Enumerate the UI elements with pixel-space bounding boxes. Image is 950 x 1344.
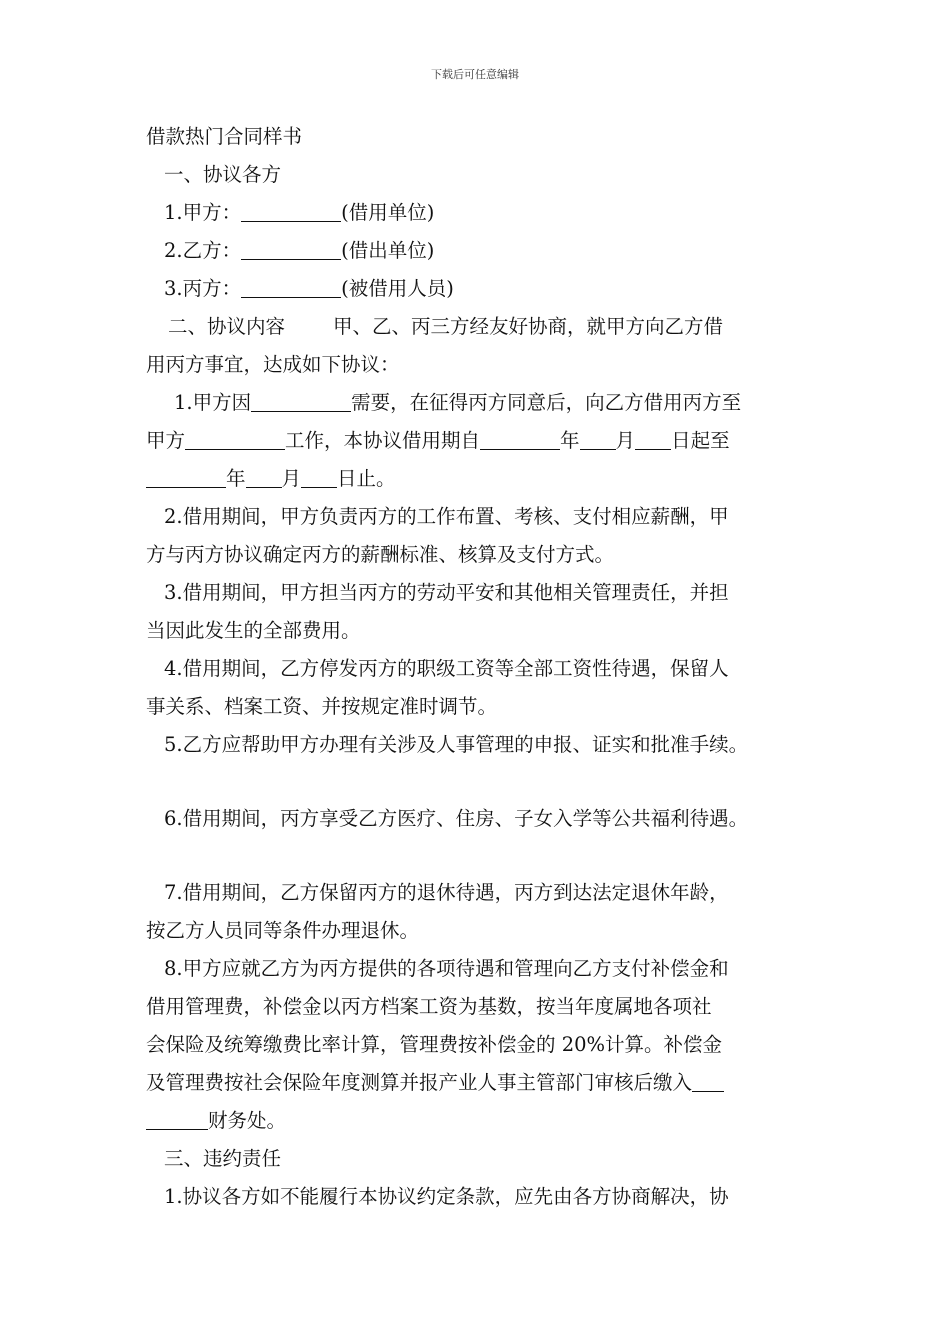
party-b-line xyxy=(146,232,826,270)
clause-6: 6.借用期间，丙方享受乙方医疗、住房、子女入学等公共福利待遇。 xyxy=(164,807,749,830)
clause-1-text: 甲方 xyxy=(146,429,186,452)
clause-3-line-2: 当因此发生的全部费用。 xyxy=(146,619,361,642)
clause-1-text: 1.甲方因 xyxy=(174,391,252,414)
content-intro-cont: 用丙方事宜，达成如下协议： xyxy=(146,353,400,376)
section-heading-liability: 三、违约责任 xyxy=(164,1147,282,1170)
clause-1-line-1 xyxy=(146,384,826,422)
end-day-blank xyxy=(301,467,337,488)
clause-1-text: 工作，本协议借用期自 xyxy=(285,429,481,452)
clause-1-text: 月 xyxy=(615,429,636,452)
clause-1-line-2 xyxy=(146,422,826,460)
clause-8-line-4 xyxy=(146,1064,826,1102)
start-month-blank xyxy=(580,429,616,450)
clause-1-text: 日止。 xyxy=(337,467,396,490)
section-heading-parties: 一、协议各方 xyxy=(164,163,282,186)
clause-2-line-1: 2.借用期间，甲方负责丙方的工作布置、考核、支付相应薪酬，甲 xyxy=(164,505,729,528)
payee-blank-part2 xyxy=(146,1109,208,1130)
clause-8-line-1: 8.甲方应就乙方为丙方提供的各项待遇和管理向乙方支付补偿金和 xyxy=(164,957,729,980)
clause-1-text: 需要，在征得丙方同意后，向乙方借用丙方至 xyxy=(351,391,742,414)
clause-2-line-2: 方与丙方协议确定丙方的薪酬标准、核算及支付方式。 xyxy=(146,543,615,566)
document-body xyxy=(146,118,826,1216)
start-year-blank xyxy=(480,429,560,450)
party-b-role: (借出单位) xyxy=(341,239,435,262)
clause-8-text: 财务处。 xyxy=(208,1109,287,1132)
start-day-blank xyxy=(635,429,671,450)
clause-8-text: 及管理费按社会保险年度测算并报产业人事主管部门审核后缴入 xyxy=(146,1071,693,1094)
section-heading-content xyxy=(146,308,826,346)
clause-1-text: 年 xyxy=(226,467,246,490)
clause-4-line-1: 4.借用期间，乙方停发丙方的职级工资等全部工资性待遇，保留人 xyxy=(164,657,729,680)
clause-8-line-2: 借用管理费，补偿金以丙方档案工资为基数，按当年度属地各项社 xyxy=(146,995,712,1018)
party-c-line xyxy=(146,270,826,308)
clause-3-line-1: 3.借用期间，甲方担当丙方的劳动平安和其他相关管理责任，并担 xyxy=(164,581,729,604)
end-month-blank xyxy=(246,467,282,488)
party-b-blank xyxy=(241,239,341,260)
party-b-label: 2.乙方： xyxy=(164,239,242,262)
clause-1-line-3 xyxy=(146,460,826,498)
clause-1-text: 月 xyxy=(281,467,302,490)
party-c-blank xyxy=(241,277,341,298)
clause-5: 5.乙方应帮助甲方办理有关涉及人事管理的申报、证实和批准手续。 xyxy=(164,733,749,756)
clause-1-text: 日起至 xyxy=(671,429,730,452)
party-c-label: 3.丙方： xyxy=(164,277,242,300)
doc-title: 借款热门合同样书 xyxy=(146,125,303,148)
liability-clause-1: 1.协议各方如不能履行本协议约定条款，应先由各方协商解决，协 xyxy=(164,1185,729,1208)
party-c-role: (被借用人员) xyxy=(341,277,454,300)
clause-4-line-2: 事关系、档案工资、并按规定准时调节。 xyxy=(146,695,498,718)
clause-8-line-3: 会保险及统筹缴费比率计算，管理费按补偿金的 20%计算。补偿金 xyxy=(146,1033,723,1056)
party-a-label: 1.甲方： xyxy=(164,201,242,224)
payee-blank-part1 xyxy=(692,1071,724,1092)
work-blank xyxy=(185,429,285,450)
clause-8-line-5 xyxy=(146,1102,826,1140)
party-a-role: (借用单位) xyxy=(341,201,435,224)
content-intro: 甲、乙、丙三方经友好协商，就甲方向乙方借 xyxy=(333,315,724,338)
party-a-blank xyxy=(241,201,341,222)
clause-7-line-2: 按乙方人员同等条件办理退休。 xyxy=(146,919,420,942)
reason-blank xyxy=(251,391,351,412)
content-heading: 二、协议内容 xyxy=(168,315,286,338)
party-a-line xyxy=(146,194,826,232)
page-header-note: 下载后可任意编辑 xyxy=(431,68,519,81)
clause-1-text: 年 xyxy=(560,429,580,452)
clause-7-line-1: 7.借用期间，乙方保留丙方的退休待遇，丙方到达法定退休年龄， xyxy=(164,881,729,904)
end-year-blank xyxy=(146,467,226,488)
